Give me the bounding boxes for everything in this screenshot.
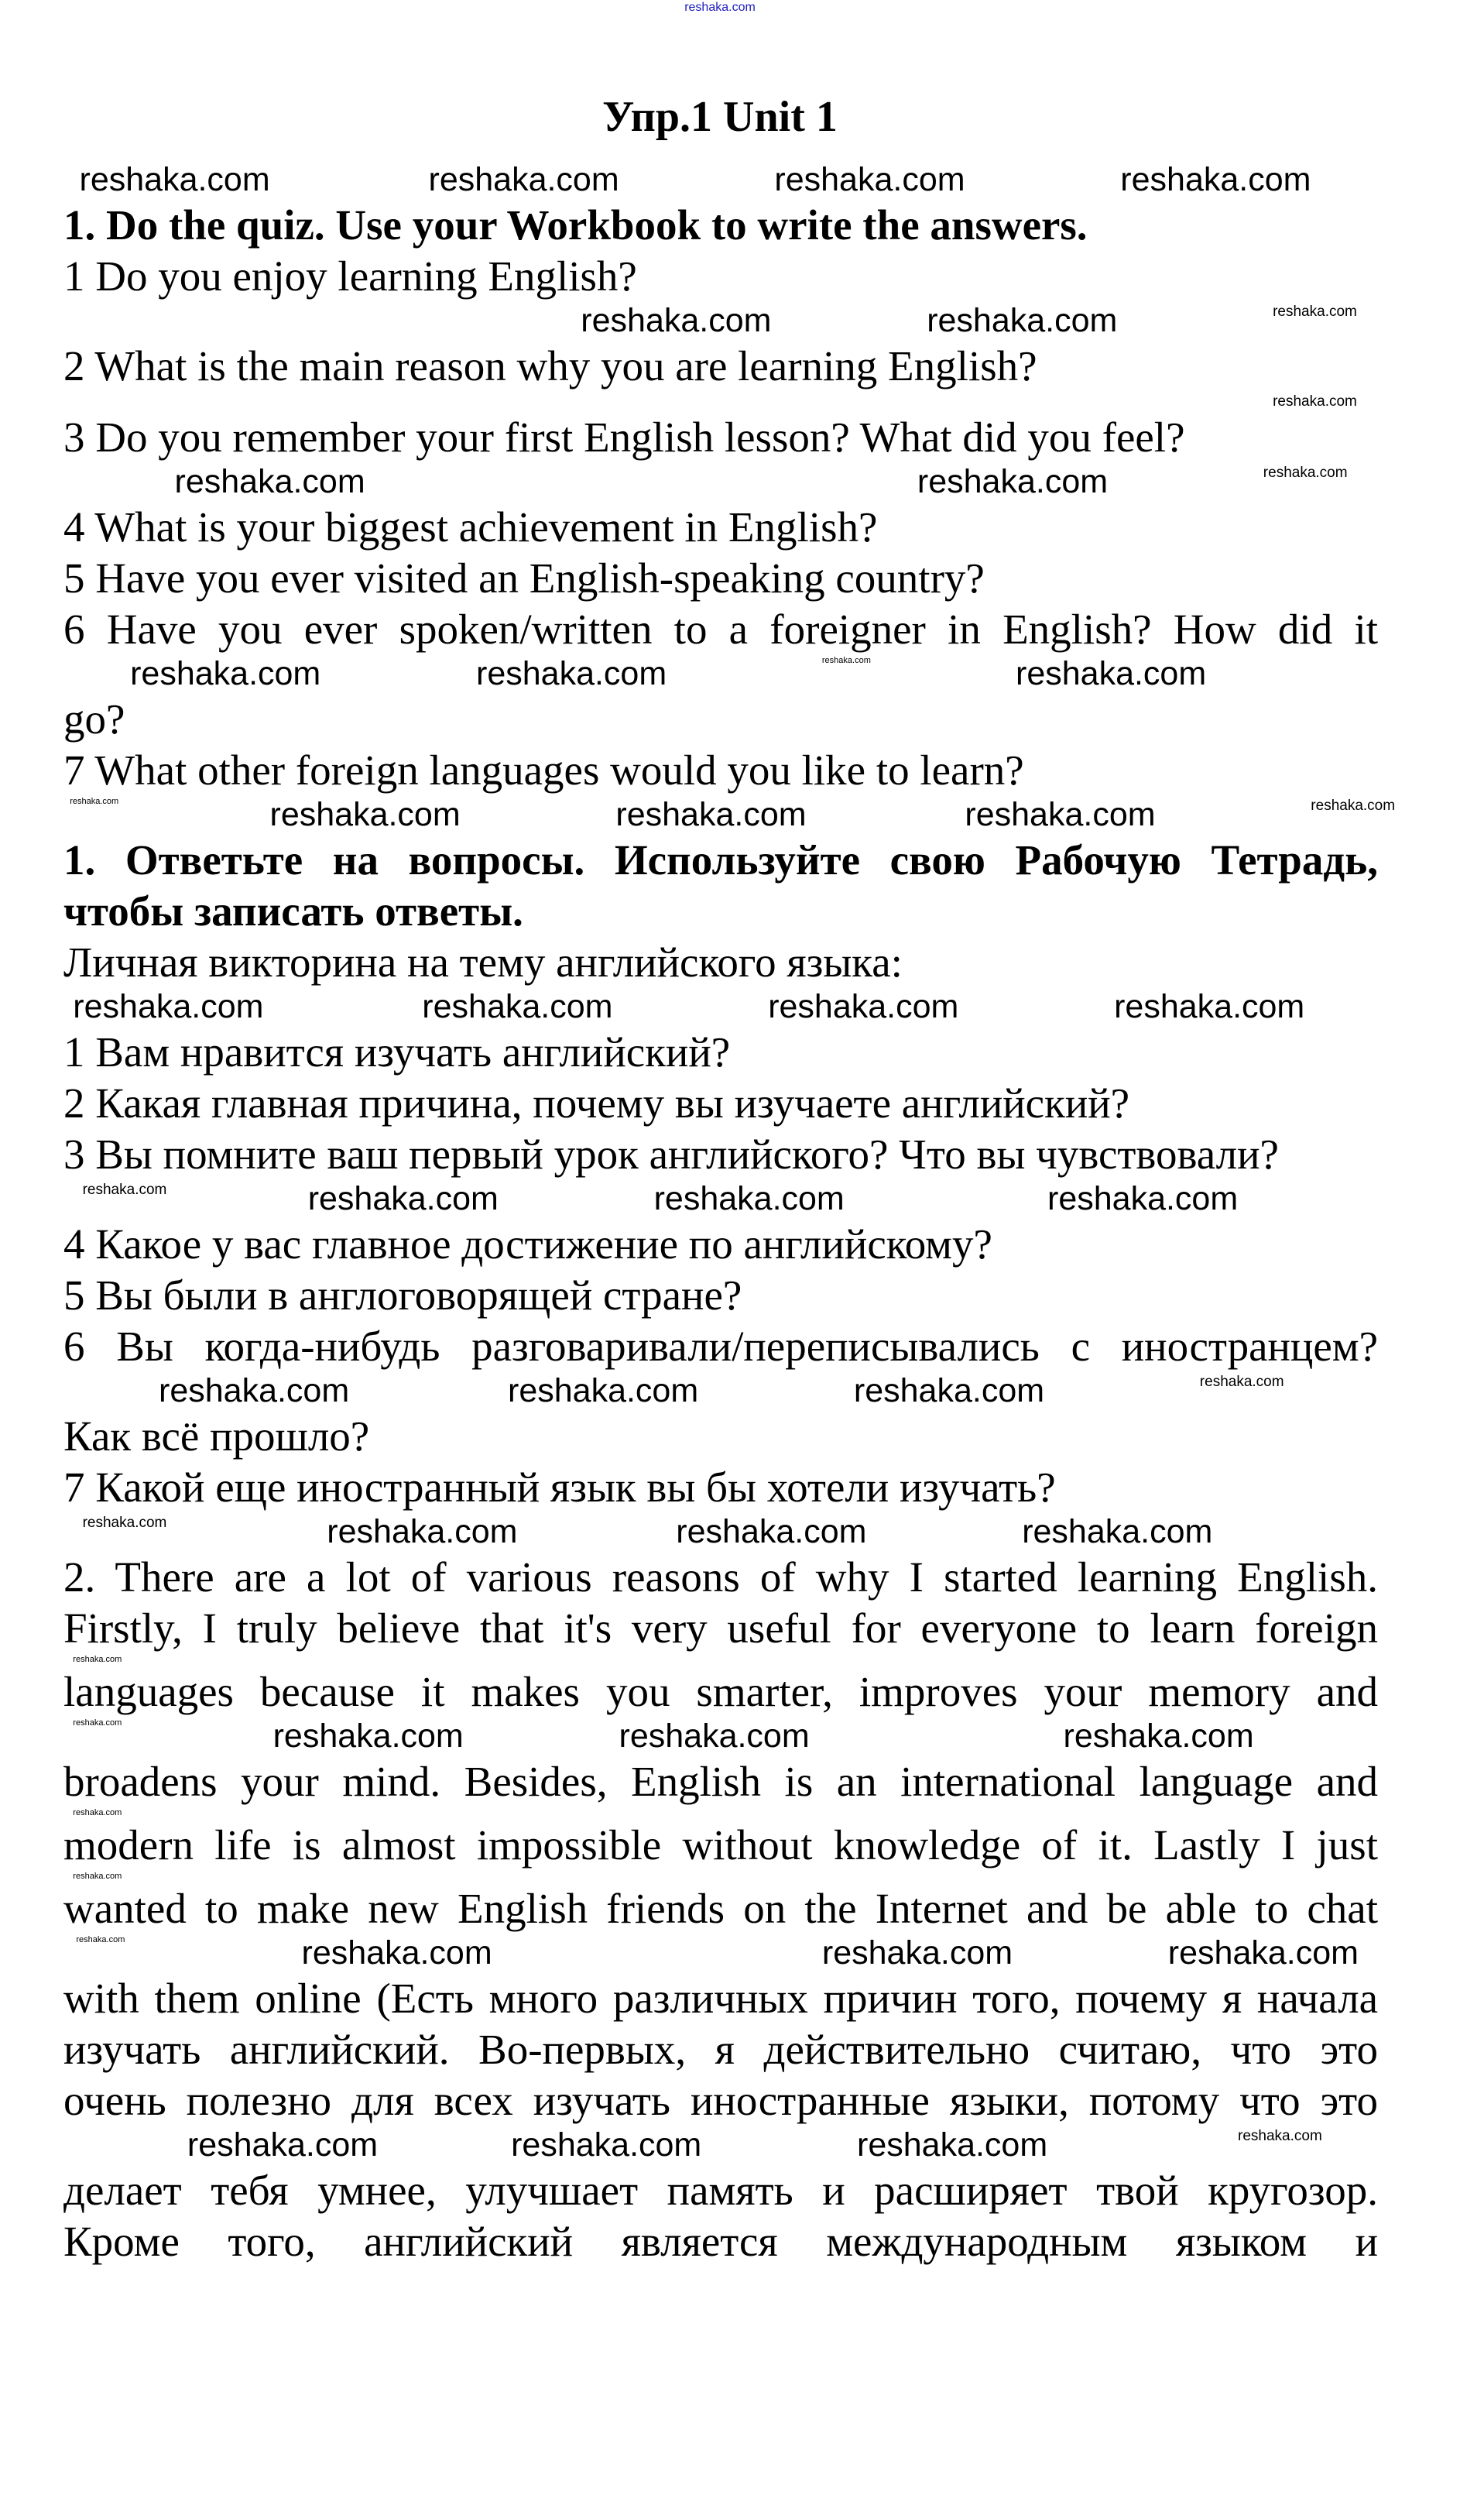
watermark: reshaka.com xyxy=(327,1513,518,1550)
watermark-row xyxy=(0,1180,1484,1219)
watermark: reshaka.com xyxy=(676,1513,867,1550)
question-7: 7 What other foreign languages would you like to learn? xyxy=(63,746,1024,794)
ru-question-5: 5 Вы были в англоговорящей стране? xyxy=(63,1271,742,1319)
watermark: reshaka.com xyxy=(511,2126,702,2164)
watermark-row xyxy=(0,1513,1484,1552)
watermark-row xyxy=(0,463,1484,502)
watermark: reshaka.com xyxy=(428,161,619,198)
question-1: 1 Do you enjoy learning English? xyxy=(63,252,637,300)
watermark-row xyxy=(0,1807,1484,1820)
watermark: reshaka.com xyxy=(70,797,119,806)
ru-question-6: 6 Вы когда-нибудь разговаривали/переписывались с иностранцем? xyxy=(63,1323,1378,1370)
watermark: reshaka.com xyxy=(917,463,1109,500)
question-2: 2 What is the main reason why you are learning English? xyxy=(63,342,1037,389)
watermark: reshaka.com xyxy=(821,1934,1013,1972)
watermark: reshaka.com xyxy=(73,1718,122,1728)
answer-line: изучать английский. Во-первых, я действительно считаю, что это xyxy=(63,2026,1378,2073)
answer-line: делает тебя умнее, улучшает память и расширяет твой кругозор. xyxy=(63,2167,1378,2214)
watermark-row xyxy=(0,392,1484,412)
ru-question-7: 7 Какой еще иностранный язык вы бы хотели изучать? xyxy=(63,1464,1056,1511)
watermark: reshaka.com xyxy=(301,1934,492,1972)
ru-question-2: 2 Какая главная причина, почему вы изучаете английский? xyxy=(63,1079,1130,1127)
source-label[interactable]: reshaka.com xyxy=(684,1,756,14)
answer-line: 2. There are a lot of various reasons of why I started learning English. xyxy=(63,1553,1378,1601)
watermark: reshaka.com xyxy=(619,1718,810,1755)
watermark-row xyxy=(0,1372,1484,1411)
watermark: reshaka.com xyxy=(768,988,959,1025)
watermark: reshaka.com xyxy=(1238,2128,1322,2144)
watermark: reshaka.com xyxy=(79,161,270,198)
watermark: reshaka.com xyxy=(1114,988,1305,1025)
watermark: reshaka.com xyxy=(1167,1934,1359,1972)
answer-line: with them online (Есть много различных причин того, почему я начала xyxy=(63,1975,1378,2022)
russian-heading-line2: чтобы записать ответы. xyxy=(63,887,523,935)
watermark: reshaka.com xyxy=(73,1872,122,1881)
watermark: reshaka.com xyxy=(1273,304,1357,320)
watermark: reshaka.com xyxy=(1063,1718,1254,1755)
question-5: 5 Have you ever visited an English-speaking country? xyxy=(63,554,985,602)
watermark: reshaka.com xyxy=(1016,655,1207,692)
watermark: reshaka.com xyxy=(272,1718,464,1755)
watermark: reshaka.com xyxy=(821,656,871,665)
watermark: reshaka.com xyxy=(927,302,1118,339)
watermark: reshaka.com xyxy=(82,1182,167,1198)
answer-line: Firstly, I truly believe that it's very useful for everyone to learn foreign xyxy=(63,1604,1378,1652)
watermark: reshaka.com xyxy=(82,1515,167,1531)
watermark-row xyxy=(0,988,1484,1027)
watermark-row xyxy=(0,796,1484,835)
russian-heading-line1: 1. Ответьте на вопросы. Используйте свою Рабочую Тетрадь, xyxy=(63,836,1378,884)
english-heading: 1. Do the quiz. Use your Workbook to write the answers. xyxy=(63,201,1088,249)
watermark: reshaka.com xyxy=(76,1935,125,1944)
question-6: 6 Have you ever spoken/written to a foreigner in English? How did it xyxy=(63,606,1378,653)
answer-line: broadens your mind. Besides, English is an international language and xyxy=(63,1758,1378,1805)
answer-line: очень полезно для всех изучать иностранные языки, потому что это xyxy=(63,2077,1378,2124)
watermark: reshaka.com xyxy=(615,796,807,833)
ru-question-6-cont: Как всё прошло? xyxy=(63,1412,370,1460)
answer-line: Кроме того, английский является международным языком и xyxy=(63,2218,1378,2265)
ru-question-1: 1 Вам нравится изучать английский? xyxy=(63,1028,731,1076)
watermark: reshaka.com xyxy=(159,1372,350,1409)
watermark-row xyxy=(0,655,1484,694)
question-3: 3 Do you remember your first English lesson? What did you feel? xyxy=(63,414,1185,461)
watermark: reshaka.com xyxy=(174,463,365,500)
watermark: reshaka.com xyxy=(307,1180,499,1217)
watermark: reshaka.com xyxy=(187,2126,379,2164)
watermark: reshaka.com xyxy=(73,1655,122,1664)
watermark: reshaka.com xyxy=(269,796,461,833)
watermark: reshaka.com xyxy=(857,2126,1048,2164)
answer-line: wanted to make new English friends on the Internet and be able to chat xyxy=(63,1885,1378,1932)
document-body xyxy=(0,144,1396,2267)
watermark: reshaka.com xyxy=(1273,393,1357,410)
watermark: reshaka.com xyxy=(581,302,772,339)
watermark-row xyxy=(0,2126,1484,2165)
watermark: reshaka.com xyxy=(1047,1180,1239,1217)
watermark: reshaka.com xyxy=(1199,1374,1284,1390)
watermark: reshaka.com xyxy=(1022,1513,1213,1550)
watermark-row xyxy=(0,1718,1484,1756)
answer-line: modern life is almost impossible without knowledge of it. Lastly I just xyxy=(63,1821,1378,1869)
watermark: reshaka.com xyxy=(422,988,613,1025)
watermark: reshaka.com xyxy=(965,796,1156,833)
watermark: reshaka.com xyxy=(73,1808,122,1817)
watermark: reshaka.com xyxy=(73,988,264,1025)
page-title: Упр.1 Unit 1 xyxy=(602,93,838,141)
russian-subtitle: Личная викторина на тему английского языка: xyxy=(63,939,903,986)
watermark: reshaka.com xyxy=(508,1372,699,1409)
watermark-row xyxy=(0,1654,1484,1666)
watermark: reshaka.com xyxy=(1263,465,1348,481)
watermark-row xyxy=(0,302,1484,341)
watermark: reshaka.com xyxy=(774,161,965,198)
ru-question-4: 4 Какое у вас главное достижение по английскому? xyxy=(63,1220,992,1268)
watermark: reshaka.com xyxy=(853,1372,1045,1409)
watermark: reshaka.com xyxy=(653,1180,845,1217)
ru-question-3: 3 Вы помните ваш первый урок английского? Что вы чувствовали? xyxy=(63,1131,1279,1178)
answer-line: languages because it makes you smarter, improves your memory and xyxy=(63,1668,1378,1715)
question-4: 4 What is your biggest achievement in English? xyxy=(63,503,878,551)
watermark-row xyxy=(0,1871,1484,1883)
watermark: reshaka.com xyxy=(1311,798,1396,814)
watermark-row xyxy=(0,1934,1484,1973)
watermark-row xyxy=(0,161,1484,200)
watermark: reshaka.com xyxy=(1120,161,1311,198)
question-6-cont: go? xyxy=(63,695,125,743)
watermark: reshaka.com xyxy=(130,655,321,692)
watermark: reshaka.com xyxy=(476,655,667,692)
